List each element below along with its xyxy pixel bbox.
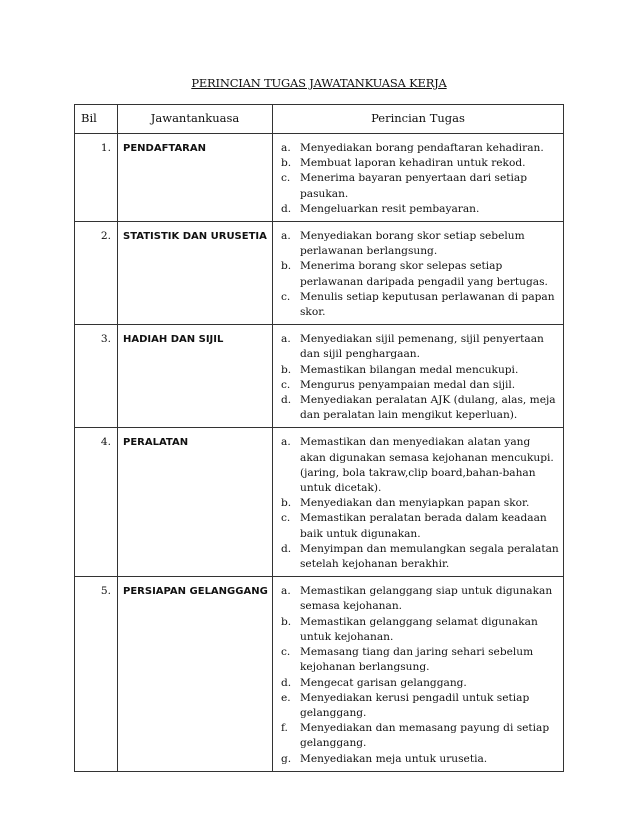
- task-list: [273, 577, 564, 771]
- task-marker: b.: [281, 497, 292, 510]
- task-item: [281, 393, 559, 423]
- table-row: [75, 428, 564, 577]
- duty-table: [74, 104, 564, 772]
- task-marker: d.: [281, 394, 292, 407]
- task-item: [281, 202, 559, 217]
- row-number: 3.: [75, 325, 118, 428]
- task-text: Menyediakan kerusi pengadil untuk setiap gelanggang.: [300, 691, 530, 719]
- table-row: [75, 577, 564, 771]
- task-text: Memastikan peralatan berada dalam keadaan baik untuk digunakan.: [300, 512, 547, 540]
- table-row: [75, 325, 564, 428]
- task-text: Memastikan gelanggang siap untuk digunakan semasa kejohanan.: [300, 585, 553, 613]
- task-marker: c.: [281, 512, 291, 525]
- task-marker: b.: [281, 157, 292, 170]
- task-item: [281, 290, 559, 320]
- task-marker: a.: [281, 230, 291, 243]
- task-marker: a.: [281, 333, 291, 346]
- task-item: [281, 496, 559, 511]
- task-text: Menyediakan dan memasang payung di setiap gelanggang.: [300, 722, 550, 750]
- committee-name: PERSIAPAN GELANGGANG: [118, 577, 273, 771]
- task-text: Menerima bayaran penyertaan dari setiap pasukan.: [300, 172, 527, 200]
- table-header-row: [75, 105, 564, 134]
- task-marker: c.: [281, 172, 291, 185]
- header-bil: Bil: [75, 105, 118, 134]
- task-marker: c.: [281, 378, 291, 391]
- task-item: [281, 363, 559, 378]
- task-text: Menyediakan borang skor setiap sebelum perlawanan berlangsung.: [300, 230, 525, 258]
- task-item: [281, 332, 559, 362]
- task-marker: f.: [281, 722, 288, 735]
- task-item: [281, 511, 559, 541]
- task-marker: a.: [281, 436, 291, 449]
- task-marker: e.: [281, 691, 291, 704]
- task-list: [273, 428, 564, 577]
- committee-name: HADIAH DAN SIJIL: [118, 325, 273, 428]
- task-item: [281, 141, 559, 156]
- row-number: 1.: [75, 134, 118, 222]
- task-list: [273, 325, 564, 428]
- task-marker: b.: [281, 363, 292, 376]
- task-text: Menyediakan dan menyiapkan papan skor.: [300, 497, 530, 510]
- task-text: Menyediakan sijil pemenang, sijil penyertaan dan sijil penghargaan.: [300, 333, 544, 361]
- task-item: [281, 542, 559, 572]
- header-perincian: Perincian Tugas: [273, 105, 564, 134]
- task-item: [281, 721, 559, 751]
- task-text: Mengeluarkan resit pembayaran.: [300, 202, 480, 215]
- task-text: Menerima borang skor selepas setiap perlawanan daripada pengadil yang bertugas.: [300, 260, 548, 288]
- task-text: Menyediakan peralatan AJK (dulang, alas, meja dan peralatan lain mengikut keperluan).: [300, 394, 556, 422]
- task-item: [281, 615, 559, 645]
- row-number: 2.: [75, 222, 118, 325]
- task-marker: c.: [281, 290, 291, 303]
- committee-name: STATISTIK DAN URUSETIA: [118, 222, 273, 325]
- task-marker: c.: [281, 646, 291, 659]
- task-text: Membuat laporan kehadiran untuk rekod.: [300, 157, 526, 170]
- committee-name: PERALATAN: [118, 428, 273, 577]
- task-text: Menyimpan dan memulangkan segala peralatan setelah kejohanan berakhir.: [300, 542, 559, 571]
- task-text: Memastikan gelanggang selamat digunakan untuk kejohanan.: [300, 615, 538, 643]
- row-number: 4.: [75, 428, 118, 577]
- task-item: [281, 584, 559, 614]
- task-marker: b.: [281, 260, 292, 273]
- task-marker: a.: [281, 585, 291, 598]
- table-row: [75, 134, 564, 222]
- task-text: Menyediakan meja untuk urusetia.: [300, 752, 488, 765]
- task-item: [281, 645, 559, 675]
- task-item: [281, 156, 559, 171]
- task-item: [281, 259, 559, 289]
- table-body: [75, 134, 564, 772]
- task-item: [281, 171, 559, 201]
- task-item: [281, 378, 559, 393]
- document-title: PERINCIAN TUGAS JAWATANKUASA KERJA: [191, 76, 447, 90]
- task-item: [281, 752, 559, 767]
- task-marker: g.: [281, 752, 292, 765]
- task-item: [281, 435, 559, 496]
- task-text: Menulis setiap keputusan perlawanan di papan skor.: [300, 290, 555, 319]
- committee-name: PENDAFTARAN: [118, 134, 273, 222]
- task-marker: b.: [281, 615, 292, 628]
- task-list: [273, 222, 564, 325]
- task-text: Mengecat garisan gelanggang.: [300, 676, 467, 689]
- task-text: Memasang tiang dan jaring sehari sebelum kejohanan berlangsung.: [300, 646, 534, 674]
- task-text: Menyediakan borang pendaftaran kehadiran.: [300, 142, 544, 154]
- task-item: [281, 691, 559, 721]
- task-marker: d.: [281, 676, 292, 689]
- task-marker: d.: [281, 202, 292, 215]
- task-item: [281, 229, 559, 259]
- task-list: [273, 134, 564, 222]
- task-text: Memastikan bilangan medal mencukupi.: [300, 363, 519, 376]
- task-item: [281, 676, 559, 691]
- task-text: Memastikan dan menyediakan alatan yang akan digunakan semasa kejohanan mencukupi.(jaring, bola takraw,clip board,bahan-bahan untuk dicetak).: [300, 436, 554, 495]
- task-marker: d.: [281, 542, 292, 555]
- task-text: Mengurus penyampaian medal dan sijil.: [300, 378, 516, 391]
- task-marker: a.: [281, 142, 291, 154]
- table-row: [75, 222, 564, 325]
- header-jawatankuasa: Jawantankuasa: [118, 105, 273, 134]
- row-number: 5.: [75, 577, 118, 771]
